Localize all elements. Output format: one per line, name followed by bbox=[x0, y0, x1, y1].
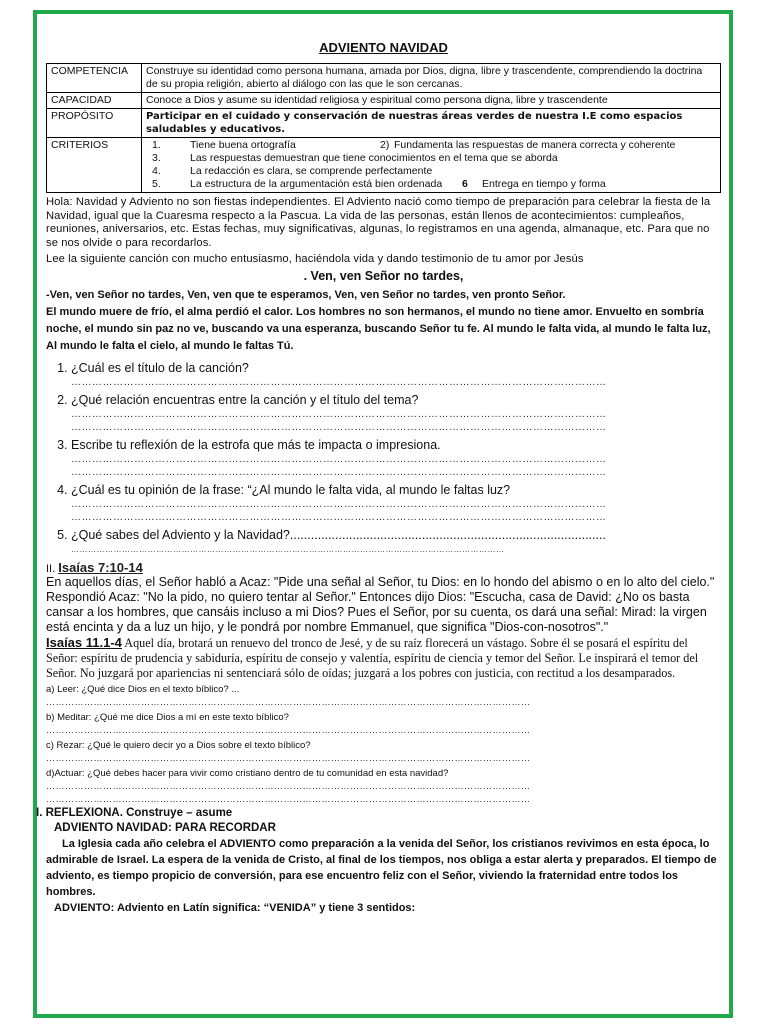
answer-line[interactable]: ……………………………………………………………………………………………………………………………………… bbox=[46, 696, 531, 707]
answer-line[interactable]: ……………………………………………………………………………………………………………………………………… bbox=[46, 724, 531, 735]
table-row bbox=[47, 93, 721, 109]
criterio-text: Entrega en tiempo y forma bbox=[482, 178, 606, 190]
lectio-question: b) Meditar: ¿Qué me dice Dios a mí en este texto bíblico? bbox=[46, 711, 289, 723]
answer-line[interactable]: ……………………………………………………………………………………………………………………………………… bbox=[71, 453, 607, 465]
competencia-label: COMPETENCIA bbox=[47, 64, 142, 93]
criterio-item bbox=[146, 178, 716, 191]
answer-line[interactable]: ……………………………………………………………………………………………………………………………………… bbox=[71, 376, 607, 388]
criterio-item bbox=[146, 139, 716, 152]
question-item bbox=[71, 393, 721, 434]
isaias-11-block bbox=[46, 635, 721, 681]
answer-line[interactable]: ……………………………………………………………………………………………………………………………………… bbox=[71, 466, 607, 478]
table-row bbox=[47, 109, 721, 138]
criterio-number: 5. bbox=[152, 178, 161, 190]
criterio-item bbox=[146, 165, 716, 178]
lectio-question: a) Leer: ¿Qué dice Dios en el texto bíblico? ... bbox=[46, 683, 240, 695]
question-text: ¿Qué sabes del Adviento y la Navidad?........................................................................................... bbox=[71, 527, 606, 542]
proposito-value: Participar en el cuidado y conservación de nuestras áreas verdes de nuestra I.E como espacios saludables y educativos. bbox=[142, 109, 721, 138]
answer-line[interactable]: ……………………………………………………………………………………………………………………………………… bbox=[71, 498, 607, 510]
question-item bbox=[71, 528, 721, 556]
table-row bbox=[47, 138, 721, 193]
isaias-11-reference: Isaías 11.1-4 bbox=[46, 634, 122, 650]
song-verse: El mundo muere de frío, el alma perdió el calor. Los hombres no son hermanos, el mundo no tiene amor. Envuelto en sombría noche, el mundo sin paz no ve, buscando va una esperanza, buscando Señor tu fe. Al mundo le falta vida, al mundo le falta luz, Al mundo le falta el cielo, al mundo le faltas Tú. bbox=[46, 305, 711, 352]
answer-line[interactable]: ……………………………………………………………………………………………………………………………………… bbox=[71, 421, 607, 433]
criterio-text: La estructura de la argumentación está bien ordenada bbox=[190, 178, 443, 190]
question-text: ¿Qué relación encuentras entre la canción y el título del tema? bbox=[71, 392, 419, 407]
song-instruction: Lee la siguiente canción con mucho entusiasmo, haciéndola vida y dando testimonio de tu amor por Jesús bbox=[46, 253, 584, 265]
question-text: ¿Cuál es el título de la canción? bbox=[71, 360, 249, 375]
answer-line[interactable]: ……………………………………………………………………………………………………………………………………… bbox=[46, 780, 531, 791]
criteria-table bbox=[46, 63, 721, 193]
competencia-value: Construye su identidad como persona humana, amada por Dios, digna, libre y trascendente, comprendiendo la doctrina de su propia religión, abierto al diálogo con las que le son cercanas. bbox=[142, 64, 721, 93]
section-reflexiona-heading: I. REFLEXIONA. Construye – asume bbox=[36, 806, 233, 819]
adviento-definition: ADVIENTO: Adviento en Latín significa: “VENIDA” y tiene 3 sentidos: bbox=[54, 901, 416, 914]
song-title: . Ven, ven Señor no tardes, bbox=[303, 268, 464, 283]
answer-line[interactable]: ……………………………………………………………………………………………………………………………………… bbox=[71, 511, 607, 523]
para-recordar-heading: ADVIENTO NAVIDAD: PARA RECORDAR bbox=[54, 821, 276, 834]
criterio-text: Tiene buena ortografía bbox=[190, 139, 296, 151]
criterio-text: Fundamenta las respuestas de manera correcta y coherente bbox=[394, 139, 676, 151]
criterio-number: 3. bbox=[152, 152, 161, 164]
criterio-number: 4. bbox=[152, 165, 161, 177]
page-title: ADVIENTO NAVIDAD bbox=[319, 40, 448, 55]
adviento-paragraph: La Iglesia cada año celebra el ADVIENTO como preparación a la venida del Señor, los cristianos revivimos en esta época, lo admirable de Israel. La espera de la venida de Cristo, al final de los tiempos, nos obliga a estar alerta y preparados. El tiempo de adviento, es tiempo propicio de conversión, para ese encuentro feliz con el Señor, viviendo la fraternidad entre todos los hombres. bbox=[46, 837, 717, 898]
capacidad-value: Conoce a Dios y asume su identidad religiosa y espiritual como persona digna, libre y trascendente bbox=[142, 93, 721, 109]
criterio-text: Las respuestas demuestran que tiene conocimientos en el tema que se aborda bbox=[190, 152, 558, 164]
question-text: Escribe tu reflexión de la estrofa que más te impacta o impresiona. bbox=[71, 437, 441, 452]
isaias-7-text: En aquellos días, el Señor habló a Acaz: "Pide una señal al Señor, tu Dios: en lo hondo del abismo o en lo alto del cielo." Respondió Acaz: "No la pido, no quiero tentar al Señor." Entonces dijo Dios: "Escucha, casa de David: ¿No os basta cansar a los hombres, que cansáis incluso a mi Dios? Pues el Señor, por su cuenta, os dará una señal: Mirad: la virgen está encinta y da a luz un hijo, y le pondrá por nombre Emmanuel, que significa "Dios-con-nosotros"." bbox=[46, 574, 715, 634]
criterio-number: 1. bbox=[152, 139, 161, 151]
answer-line[interactable]: ……………………………………………………………………………………………………………………………………… bbox=[71, 544, 505, 554]
question-list bbox=[46, 361, 721, 556]
lectio-question: c) Rezar: ¿Qué le quiero decir yo a Dios sobre el texto bíblico? bbox=[46, 739, 311, 751]
answer-line[interactable]: ……………………………………………………………………………………………………………………………………… bbox=[46, 793, 531, 804]
isaias-11-text: Aquel día, brotará un renuevo del tronco de Jesé, y de su raíz florecerá un vástago. Sobre él se posará el espíritu del Señor: espíritu de prudencia y sabiduría, espíritu de consejo y valentía, espíritu de ciencia y temor del Señor. Le inspirará el temor del Señor. No juzgará por apariencias ni sentenciará sólo de oídas; juzgará a los pobres con justicia, con rectitud a los desamparados. bbox=[46, 635, 699, 680]
question-item bbox=[71, 361, 721, 389]
question-text: ¿Cuál es tu opinión de la frase: “¿Al mundo le falta vida, al mundo le faltas luz? bbox=[71, 482, 511, 497]
proposito-label: PROPÓSITO bbox=[47, 109, 142, 138]
question-item bbox=[71, 438, 721, 479]
criterio-number: 2) bbox=[380, 139, 390, 151]
section-2-heading bbox=[46, 560, 721, 575]
intro-paragraph: Hola: Navidad y Adviento no son fiestas independientes. El Adviento nació como tiempo de preparación para celebrar la fiesta de la Navidad, igual que la Cuaresma respecto a la Pascua. La vida de las personas, están llenos de acontecimientos: cumpleaños, reuniones, aniversarios, etc. Estas fechas, muy significativas, algunas, lo registramos en una agenda, almanaque, etc. Para que no se nos olvide o para recordarlos. bbox=[46, 196, 711, 249]
isaias-7-reference: Isaías 7:10-14 bbox=[58, 559, 143, 575]
answer-line[interactable]: ……………………………………………………………………………………………………………………………………… bbox=[71, 408, 607, 420]
criterio-item bbox=[146, 152, 716, 165]
table-row bbox=[47, 64, 721, 93]
criterio-number: 6 bbox=[462, 178, 468, 190]
criterios-list bbox=[142, 138, 721, 193]
worksheet bbox=[36, 40, 721, 916]
answer-line[interactable]: ……………………………………………………………………………………………………………………………………… bbox=[46, 752, 531, 763]
question-item bbox=[71, 483, 721, 524]
criterio-text: La redacción es clara, se comprende perfectamente bbox=[190, 165, 433, 177]
section-number: II. bbox=[46, 562, 56, 575]
criterios-label: CRITERIOS bbox=[47, 138, 142, 193]
song-chorus: -Ven, ven Señor no tardes, Ven, ven que te esperamos, Ven, ven Señor no tardes, ven pronto Señor. bbox=[46, 288, 566, 301]
capacidad-label: CAPACIDAD bbox=[47, 93, 142, 109]
lectio-question: d)Actuar: ¿Qué debes hacer para vivir como cristiano dentro de tu comunidad en esta navidad? bbox=[46, 767, 449, 779]
